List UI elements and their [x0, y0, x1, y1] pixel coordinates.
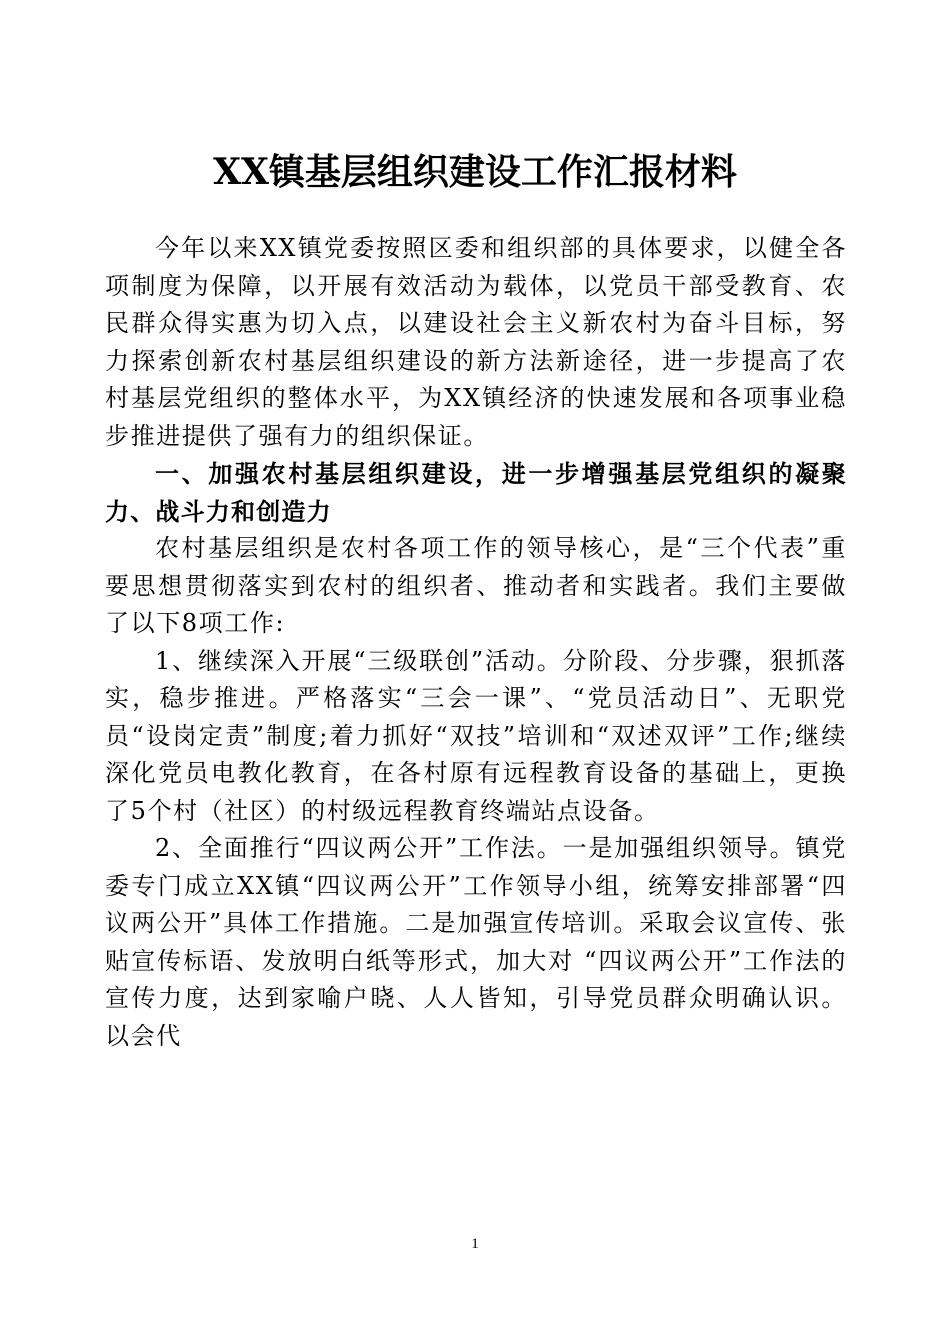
- section-1-intro-paragraph: 农村基层组织是农村各项工作的领导核心，是“三个代表”重要思想贯彻落实到农村的组织者、推动者和实践者。我们主要做了以下8项工作:: [105, 534, 847, 637]
- section-heading-1: 一、加强农村基层组织建设，进一步增强基层党组织的凝聚力、战斗力和创造力: [105, 459, 847, 526]
- item-1-paragraph: 1、继续深入开展“三级联创”活动。分阶段、分步骤，狠抓落实，稳步推进。严格落实“三会一课”、“党员活动日”、无职党员“设岗定责”制度;着力抓好“双技”培训和“双述双评”工作;继续深化党员电教化教育，在各村原有远程教育设备的基础上，更换了5个村（社区）的村级远程教育终端站点设备。: [105, 646, 847, 825]
- intro-paragraph: 今年以来XX镇党委按照区委和组织部的具体要求，以健全各项制度为保障，以开展有效活动为载体，以党员干部受教育、农民群众得实惠为切入点，以建设社会主义新农村为奋斗目标，努力探索创新农村基层组织建设的新方法新途径，进一步提高了农村基层党组织的整体水平，为XX镇经济的快速发展和各项事业稳步推进提供了强有力的组织保证。: [105, 234, 847, 450]
- document-title: XX镇基层组织建设工作汇报材料: [213, 151, 737, 193]
- item-2-paragraph: 2、全面推行“四议两公开”工作法。一是加强组织领导。镇党委专门成立XX镇“四议两公开”工作领导小组，统筹安排部署“四议两公开”具体工作措施。二是加强宣传培训。采取会议宣传、张贴宣传标语、发放明白纸等形式，加大对 “四议两公开”工作法的宣传力度，达到家喻户晓、人人皆知，引导党员群众明确认识。以会代: [105, 834, 847, 1050]
- document-body: [105, 230, 847, 1055]
- page-number: 1: [471, 1236, 479, 1252]
